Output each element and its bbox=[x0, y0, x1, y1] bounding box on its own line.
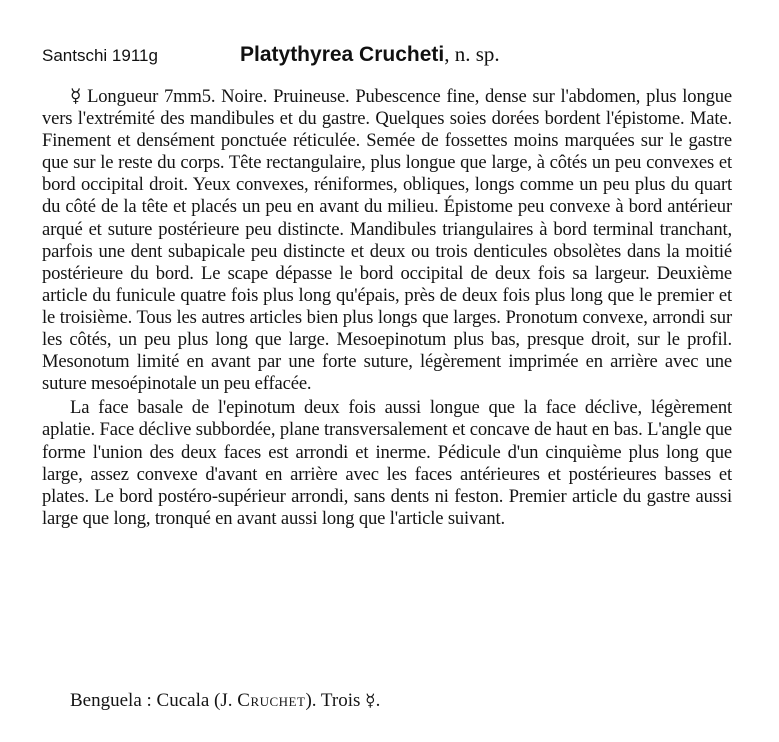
locality-place: Benguela : Cucala (J. bbox=[70, 690, 238, 711]
locality-line bbox=[70, 690, 380, 712]
description-paragraph-2: La face basale de l'epinotum deux fois aussi longue que la face déclive, légèrement aplatie. Face déclive subbordée, plane transversalement et concave de haut en bas. L'angle que forme l'union des deux faces est arrondi et inerme. Pédicule d'un cinquième plus long que large, assez convexe d'avant en arrière avec les faces antérieures et postérieures basses et plates. Le bord postéro-supérieur arrondi, sans dents ni feston. Premier article du gastre aussi large que long, tronqué en avant aussi long que l'article suivant. bbox=[42, 397, 732, 529]
page-title bbox=[240, 42, 500, 67]
document-header bbox=[42, 42, 742, 76]
taxon-status: , n. sp. bbox=[444, 42, 500, 66]
citation-label: Santschi 1911g bbox=[42, 46, 158, 65]
species-name: Platythyrea Crucheti bbox=[240, 43, 445, 66]
worker-symbol: ☿ bbox=[365, 691, 376, 711]
description-body bbox=[42, 86, 732, 530]
collector-name: Cruchet bbox=[237, 690, 306, 711]
description-paragraph-1: ☿ Longueur 7mm5. Noire. Pruineuse. Pubescence fine, dense sur l'abdomen, plus longue vers l'extrémité des mandibules et du gastre. Quelques soies dorées bordent l'épistome. Mate. Finement et densément ponctuée réticulée. Semée de fossettes moins marquées sur le gastre que sur le reste du corps. Tête rectangulaire, plus longue que large, à côtés un peu convexes et bord occipital droit. Yeux convexes, réniformes, obliques, longs comme un peu plus du quart du côté de la tête et placés un peu en avant du milieu. Épistome peu convexe à bord antérieur arqué et suture postérieure peu distincte. Mandibules triangulaires à bord terminal tranchant, parfois une dent subapicale peu distincte et deux ou trois denticules obsolètes dans la moitié postérieure du bord. Le scape dépasse le bord occipital de deux fois sa largeur. Deuxième article du funicule quatre fois plus long qu'épais, près de deux fois plus long que le premier et le troisième. Tous les autres articles bien plus longs que larges. Pronotum convexe, arrondi sur les côtés, un peu plus long que large. Mesoepinotum plus bas, presque droit, sur le profil. Mesonotum limité en avant par une forte suture, légèrement imprimée en arrière avec une suture mesoépinotale un peu effacée. bbox=[42, 86, 732, 395]
locality-end: . bbox=[375, 690, 381, 711]
locality-count: ). Trois bbox=[305, 690, 366, 711]
